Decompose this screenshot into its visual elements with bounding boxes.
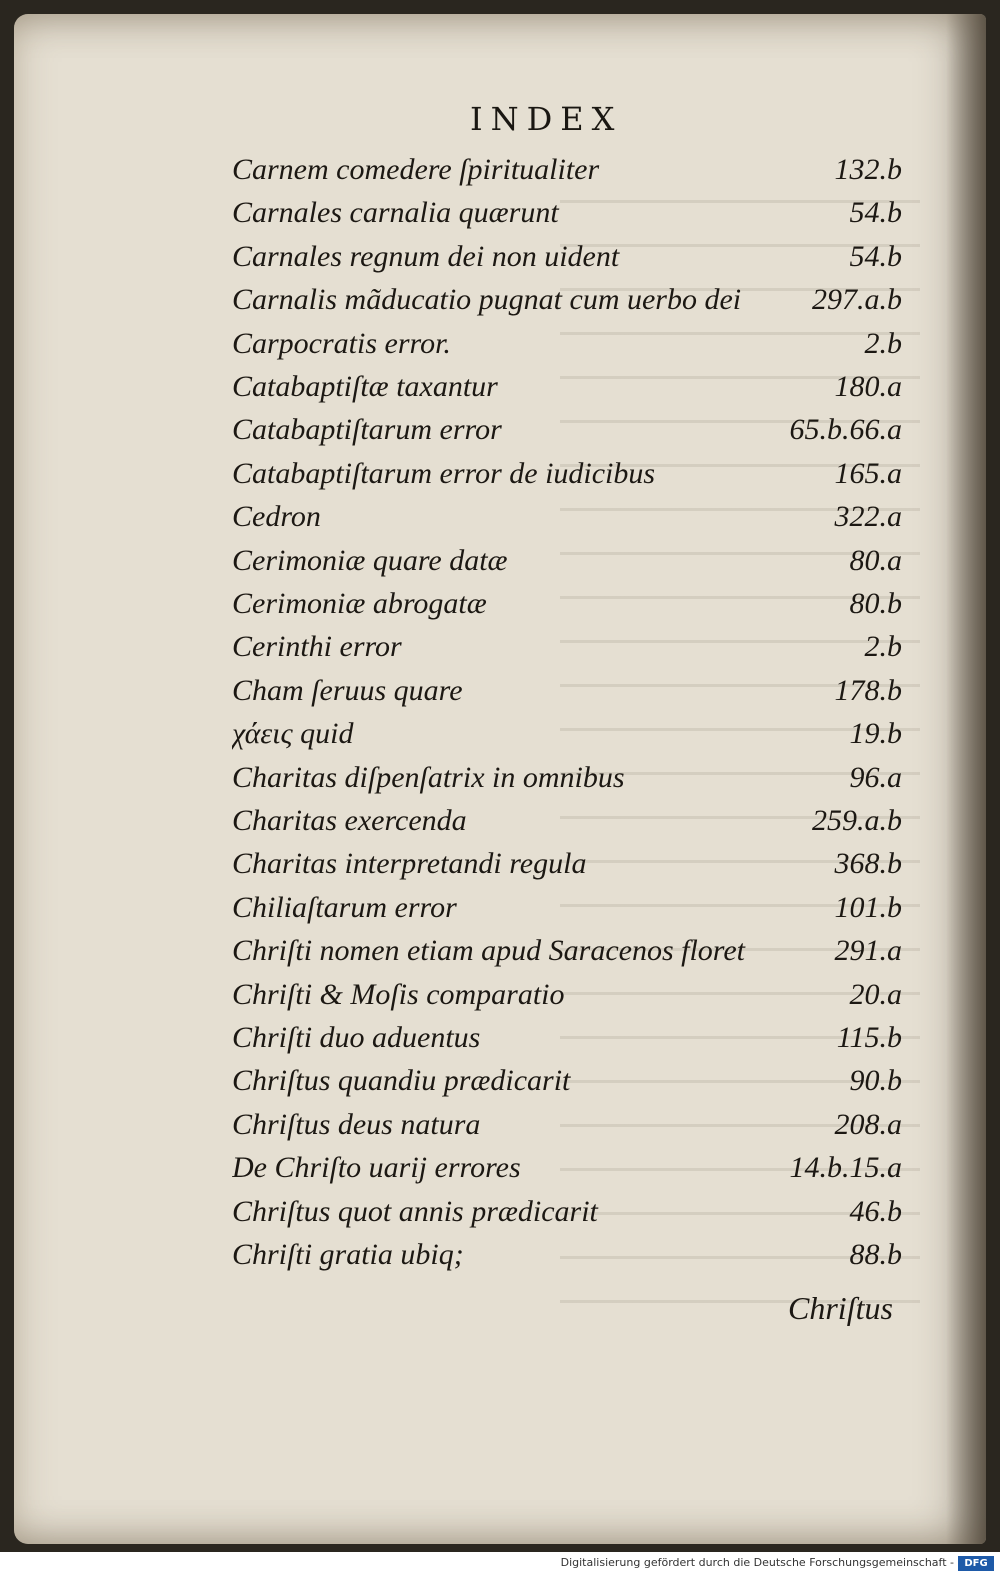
- entry-page-ref: 88.b: [849, 1238, 902, 1271]
- index-entry: [232, 1103, 902, 1147]
- entry-term: Carnem comedere ſpiritualiter: [232, 153, 600, 186]
- index-entry: [232, 191, 902, 235]
- entry-page-ref: 80.a: [849, 543, 902, 577]
- entry-term: Carnalis mãducatio pugnat cum uerbo dei: [232, 283, 742, 317]
- index-entry: [232, 408, 902, 452]
- entry-term: Chriſtus quot annis prædicarit: [232, 1194, 598, 1228]
- entry-term: Chiliaſtarum error: [232, 890, 457, 924]
- entry-term: Chriſtus quandiu prædicarit: [232, 1064, 571, 1098]
- index-entry: [232, 712, 902, 756]
- index-entry: [232, 365, 902, 409]
- index-entry: [232, 799, 902, 843]
- index-entry: [232, 1190, 902, 1234]
- entry-term: Cerinthi error: [232, 630, 402, 664]
- entry-term: Cerimoniæ quare datæ: [232, 543, 508, 577]
- entry-page-ref: 368.b: [834, 847, 902, 881]
- index-entry: [232, 582, 902, 626]
- catchword: Chriſtus: [788, 1290, 893, 1326]
- index-entry: [232, 842, 902, 886]
- entry-page-ref: 14.b.15.a: [789, 1151, 902, 1185]
- entry-page-ref: 2.b: [864, 630, 902, 664]
- index-entry: [232, 1146, 902, 1190]
- entry-page-ref: 19.b: [849, 717, 902, 751]
- entry-term: Chriſti gratia ubiq;: [232, 1238, 464, 1271]
- index-entry: [232, 669, 902, 713]
- entry-term: Chriſti duo aduentus: [232, 1021, 481, 1054]
- index-entry: [232, 929, 902, 973]
- entry-page-ref: 115.b: [836, 1021, 902, 1054]
- index-entry: [232, 886, 902, 930]
- index-entry: [232, 495, 902, 539]
- entry-page-ref: 54.b: [849, 239, 902, 273]
- page-header: INDEX: [470, 100, 623, 138]
- index-entry: [232, 756, 902, 800]
- entry-page-ref: 291.a: [834, 934, 902, 968]
- entry-page-ref: 180.a: [834, 370, 902, 403]
- entry-term: Chriſti & Moſis comparatio: [232, 977, 565, 1011]
- dfg-logo: DFG: [958, 1556, 994, 1571]
- entry-page-ref: 65.b.66.a: [789, 413, 902, 447]
- entry-term: Charitas exercenda: [232, 804, 467, 837]
- entry-page-ref: 80.b: [849, 587, 902, 620]
- entry-term: Catabaptiſtæ taxantur: [232, 370, 498, 403]
- entry-page-ref: 297.a.b: [812, 283, 902, 317]
- entry-term: Catabaptiſtarum error de iudicibus: [232, 456, 656, 490]
- index-entry: [232, 148, 902, 192]
- entry-term: χάεις quid: [232, 717, 354, 751]
- entry-term: Cedron: [232, 500, 321, 534]
- entry-page-ref: 178.b: [834, 673, 902, 707]
- entry-term: Catabaptiſtarum error: [232, 413, 502, 447]
- entry-page-ref: 20.a: [849, 977, 902, 1011]
- entry-page-ref: 2.b: [864, 326, 902, 360]
- entry-page-ref: 322.a: [834, 500, 902, 534]
- index-entry: [232, 452, 902, 496]
- index-entry: [232, 625, 902, 669]
- entry-page-ref: 101.b: [834, 890, 902, 924]
- index-entry: [232, 278, 902, 322]
- entry-page-ref: 132.b: [834, 153, 902, 186]
- footer-credit: Digitalisierung gefördert durch die Deutsche Forschungsgemeinschaft -: [560, 1556, 954, 1569]
- index-entry: [232, 322, 902, 366]
- entry-term: Chriſti nomen etiam apud Saracenos floret: [232, 934, 746, 968]
- entry-page-ref: 46.b: [849, 1194, 902, 1228]
- entry-term: Carpocratis error.: [232, 326, 451, 360]
- entry-page-ref: 90.b: [849, 1064, 902, 1098]
- entry-page-ref: 259.a.b: [812, 804, 902, 837]
- index-entry: [232, 1016, 902, 1060]
- entry-term: Chriſtus deus natura: [232, 1107, 481, 1141]
- entry-term: Cerimoniæ abrogatæ: [232, 587, 487, 620]
- index-entry: [232, 235, 902, 279]
- entry-page-ref: 208.a: [834, 1107, 902, 1141]
- entry-term: Carnales regnum dei non uident: [232, 239, 620, 273]
- index-entry: [232, 1233, 902, 1277]
- index-entry: [232, 973, 902, 1017]
- entry-page-ref: 54.b: [849, 196, 902, 230]
- index-entry: [232, 1059, 902, 1103]
- entry-page-ref: 96.a: [849, 760, 902, 794]
- entry-term: Charitas interpretandi regula: [232, 847, 587, 881]
- entry-page-ref: 165.a: [834, 456, 902, 490]
- entry-term: Cham ſeruus quare: [232, 673, 463, 707]
- entry-term: De Chriſto uarij errores: [232, 1151, 521, 1185]
- entry-term: Charitas diſpenſatrix in omnibus: [232, 760, 625, 794]
- entry-term: Carnales carnalia quærunt: [232, 196, 559, 230]
- index-entry: [232, 539, 902, 583]
